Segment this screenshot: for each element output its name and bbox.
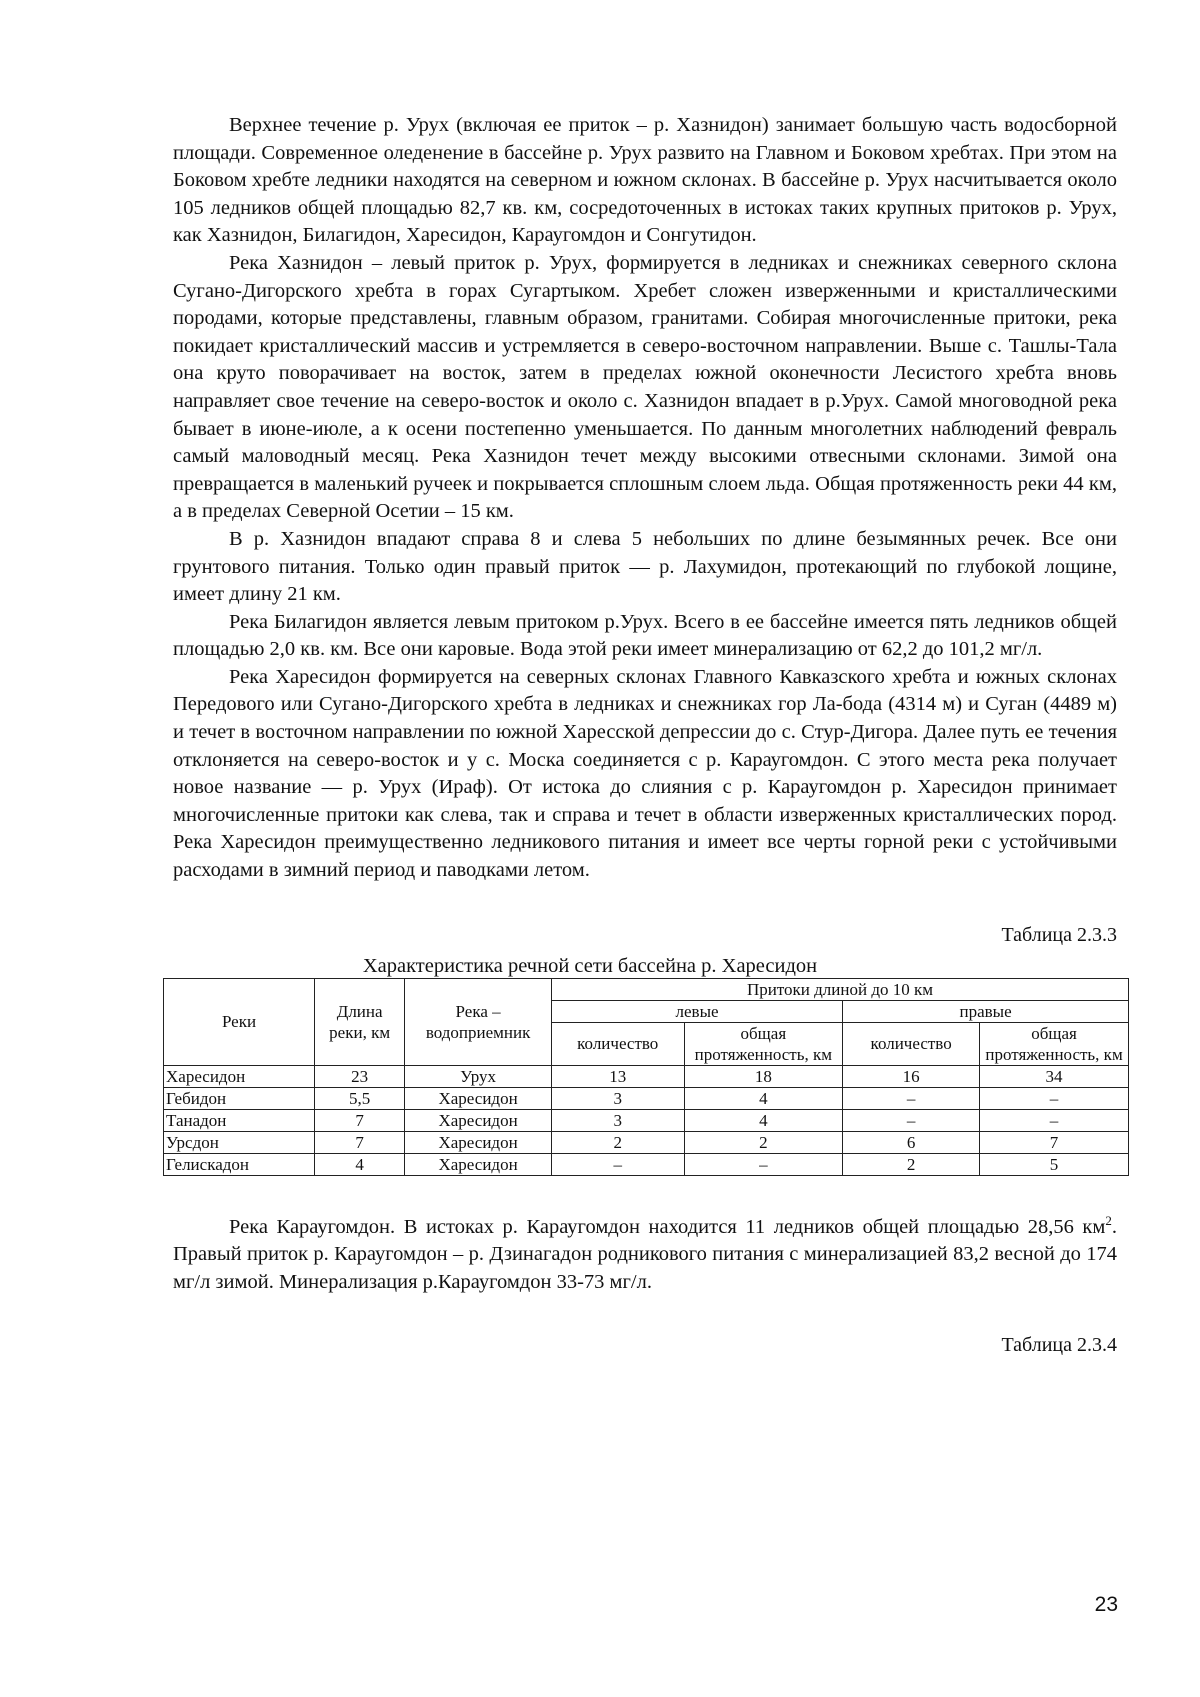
cell-left-count: 13 — [551, 1065, 684, 1087]
cell-left-length: – — [684, 1153, 843, 1175]
next-table-caption: Таблица 2.3.4 — [1001, 1334, 1117, 1357]
river-network-table — [163, 978, 1129, 1176]
table-title: Характеристика речной сети бассейна р. Харесидон — [362, 954, 818, 977]
cell-length: 7 — [315, 1109, 405, 1131]
cell-right-length: – — [980, 1109, 1129, 1131]
cell-receiver: Харесидон — [405, 1153, 552, 1175]
page-number: 23 — [1094, 1593, 1118, 1616]
cell-river: Харесидон — [164, 1065, 315, 1087]
paragraph-karaugomdon — [173, 1214, 1117, 1297]
header-right: правые — [843, 1000, 1129, 1022]
cell-river: Урсдон — [164, 1131, 315, 1153]
cell-right-count: 16 — [843, 1065, 980, 1087]
cell-receiver: Харесидон — [405, 1109, 552, 1131]
cell-left-length: 4 — [684, 1109, 843, 1131]
paragraph-khaznidon-tributaries: В р. Хазнидон впадают справа 8 и слева 5 небольших по длине безымянных речек. Все они грунтового питания. Только один правый приток — р. Лахумидон, протекающий по глубокой лощине, имеет длину 21 км. — [173, 527, 1117, 606]
paragraph-kharesidon: Река Харесидон формируется на северных склонах Главного Кавказского хребта и южных склонах Передового или Сугано-Дигорского хребта в ледниках и снежниках гор Ла-бода (4314 м) и Суган (4489 м) и течет в восточном направлении по южной Харесской депрессии до с. Стур-Дигора. Далее путь ее течения отклоняется на северо-восток и у с. Моска соединяется с р. Караугомдон. С этого места река получает новое название — р. Урух (Ираф). От истока до слияния с р. Караугомдон р. Харесидон принимает многочисленные притоки как слева, так и справа и течет в области изверженных кристаллических пород. Река Харесидон преимущественно ледникового питания и имеет все черты горной реки с устойчивыми расходами в зимний период и паводками летом. — [173, 665, 1117, 882]
cell-river: Танадон — [164, 1109, 315, 1131]
header-tributaries: Притоки длиной до 10 км — [551, 978, 1128, 1000]
header-left: левые — [551, 1000, 842, 1022]
cell-length: 23 — [315, 1065, 405, 1087]
table-row — [164, 1131, 1129, 1153]
header-receiver: Река – водоприемник — [405, 978, 552, 1065]
cell-right-count: 6 — [843, 1131, 980, 1153]
cell-left-count: 3 — [551, 1109, 684, 1131]
cell-right-length: – — [980, 1087, 1129, 1109]
cell-river: Гелискадон — [164, 1153, 315, 1175]
cell-receiver: Харесидон — [405, 1087, 552, 1109]
cell-left-count: 3 — [551, 1087, 684, 1109]
cell-right-count: 2 — [843, 1153, 980, 1175]
table-row — [164, 1065, 1129, 1087]
document-page — [166, 112, 1123, 1358]
cell-right-length: 7 — [980, 1131, 1129, 1153]
superscript-two: 2 — [1105, 1212, 1112, 1228]
karaugomdon-text-part1: Река Караугомдон. В истоках р. Караугомдон находится 11 ледников общей площадью 28,56 км — [229, 1215, 1106, 1238]
cell-right-length: 5 — [980, 1153, 1129, 1175]
cell-left-length: 2 — [684, 1131, 843, 1153]
cell-left-length: 18 — [684, 1065, 843, 1087]
cell-length: 5,5 — [315, 1087, 405, 1109]
header-right-count: количество — [843, 1022, 980, 1065]
header-rivers: Реки — [164, 978, 315, 1065]
paragraph-bilagidon: Река Билагидон является левым притоком р.Урух. Всего в ее бассейне имеется пять ледников общей площадью 2,0 кв. км. Все они каровые. Вода этой реки имеет минерализацию от 62,2 до 101,2 мг/л. — [173, 610, 1117, 661]
table-caption: Таблица 2.3.3 — [1001, 923, 1117, 946]
cell-receiver: Харесидон — [405, 1131, 552, 1153]
header-length: Длина реки, км — [315, 978, 405, 1065]
cell-left-length: 4 — [684, 1087, 843, 1109]
header-left-total-length: общая протяженность, км — [684, 1022, 843, 1065]
paragraph-urukh-upper: Верхнее течение р. Урух (включая ее приток – р. Хазнидон) занимает большую часть водосборной площади. Современное оледенение в бассейне р. Урух развито на Главном и Боковом хребтах. При этом на Боковом хребте ледники находятся на северном и южном склонах. В бассейне р. Урух насчитывается около 105 ледников общей площадью 82,7 кв. км, сосредоточенных в истоках таких крупных притоков р. Урух, как Хазнидон, Билагидон, Харесидон, Караугомдон и Сонгутидон. — [173, 114, 1117, 247]
cell-receiver: Урух — [405, 1065, 552, 1087]
cell-left-count: – — [551, 1153, 684, 1175]
table-row — [164, 1153, 1129, 1175]
table-row — [164, 1087, 1129, 1109]
cell-left-count: 2 — [551, 1131, 684, 1153]
cell-right-length: 34 — [980, 1065, 1129, 1087]
karaugomdon-text-part2: . Правый приток р. Караугомдон – р. Дзинагадон родникового питания с минерализацией 83,2 весной до 174 мг/л зимой. Минерализация р.Караугомдон 33-73 мг/л. — [173, 1215, 1117, 1293]
header-right-total-length: общая протяженность, км — [980, 1022, 1129, 1065]
paragraph-khaznidon: Река Хазнидон – левый приток р. Урух, формируется в ледниках и снежниках северного склона Сугано-Дигорского хребта в горах Сугартыком. Хребет сложен изверженными и кристаллическими породами, которые представлены, главным образом, гранитами. Собирая многочисленные притоки, река покидает кристаллический массив и устремляется в северо-восточном направлении. Выше с. Ташлы-Тала она круто поворачивает на восток, затем в пределах южной оконечности Лесистого хребта вновь направляет свое течение на северо-восток и около с. Хазнидон впадает в р.Урух. Самой многоводной река бывает в июне-июле, а к осени постепенно уменьшается. По данным многолетних наблюдений февраль самый маловодный месяц. Река Хазнидон течет между высокими отвесными склонами. Зимой она превращается в маленький ручеек и покрывается сплошным слоем льда. Общая протяженность реки 44 км, а в пределах Северной Осетии – 15 км. — [173, 251, 1117, 523]
header-left-count: количество — [551, 1022, 684, 1065]
cell-length: 4 — [315, 1153, 405, 1175]
cell-river: Гебидон — [164, 1087, 315, 1109]
cell-length: 7 — [315, 1131, 405, 1153]
cell-right-count: – — [843, 1087, 980, 1109]
cell-right-count: – — [843, 1109, 980, 1131]
table-row — [164, 1109, 1129, 1131]
